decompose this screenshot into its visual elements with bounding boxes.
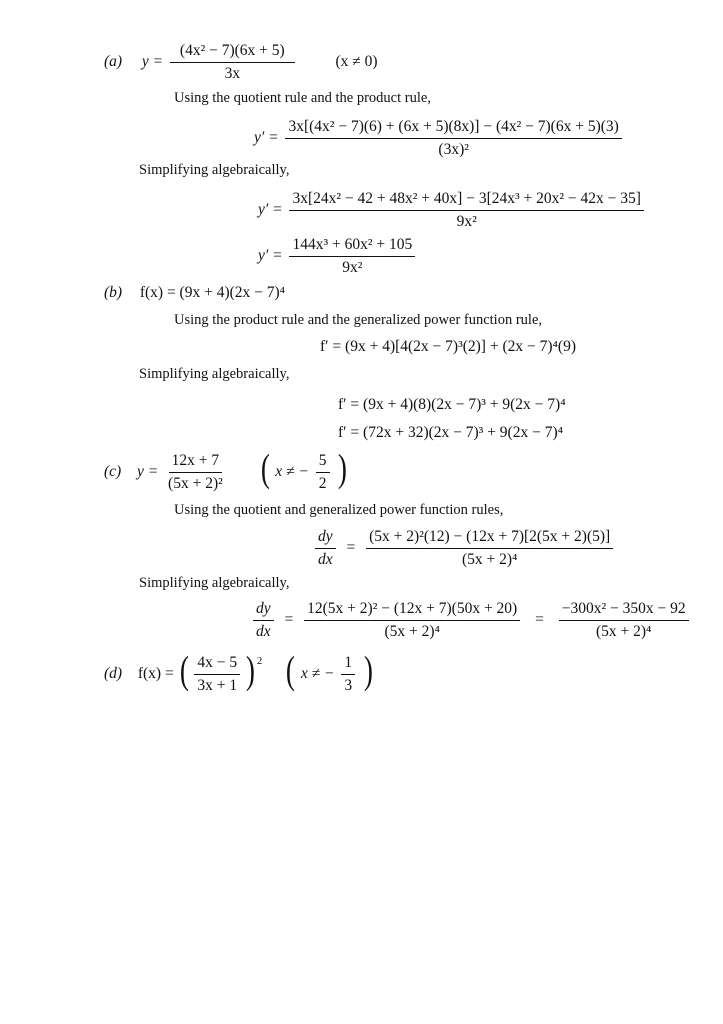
part-a-d3-fraction <box>289 236 415 277</box>
part-d-exponent: 2 <box>256 654 263 667</box>
part-a-d2-numerator: 3x[24x² − 42 + 48x² + 40x] − 3[24x³ + 20x² − 42x − 35] <box>289 190 643 211</box>
part-c-d1-dx: dx <box>318 550 333 568</box>
part-c-condition-lhs: x ≠ − <box>275 462 309 480</box>
part-a-denominator: 3x <box>224 64 241 82</box>
part-d-condition-numerator: 1 <box>341 654 355 675</box>
part-a-d2-denominator: 9x² <box>456 212 477 230</box>
part-b-text1: Using the product rule and the generalized power function rule, <box>174 312 543 328</box>
part-c-fraction <box>165 452 226 493</box>
part-a-derivative-1 <box>254 118 625 159</box>
part-c-text2: Simplifying algebraically, <box>139 575 290 591</box>
part-c-d1-fraction <box>366 528 613 569</box>
part-a-d1-numerator: 3x[(4x² − 7)(6) + (6x + 5)(8x)] − (4x² − 7)(6x + 5)(3) <box>285 118 621 139</box>
part-a-label: (a) <box>104 52 123 70</box>
part-a-text1: Using the quotient rule and the product rule, <box>174 90 431 106</box>
part-c-d1-equals: = <box>346 538 356 556</box>
part-c-derivative-1 <box>312 528 616 569</box>
part-c-d3-numerator: −300x² − 350x − 92 <box>559 600 689 621</box>
part-a-d2-lhs: y′ = <box>258 200 283 218</box>
part-a-lhs: y = <box>141 52 164 70</box>
part-c-numerator: 12x + 7 <box>169 452 223 473</box>
part-d-problem: (d) f(x) = ( $\frac{4x - 5}{3x + 1}$ ) $^2$ ( x ≠ − $\frac{1}{3}$ ) <box>104 648 373 694</box>
part-d-numerator: 4x − 5 <box>194 654 240 675</box>
part-c-d2-equals: = <box>284 610 294 628</box>
part-c-d3-denominator: (5x + 2)⁴ <box>595 622 652 640</box>
part-c-label: (c) <box>104 462 122 480</box>
part-d-denominator: 3x + 1 <box>197 676 238 694</box>
part-b-derivative-3: f′ = (72x + 32)(2x − 7)³ + 9(2x − 7)⁴ <box>338 424 564 441</box>
part-c-denominator: (5x + 2)² <box>168 474 223 492</box>
part-c-condition-fraction <box>316 452 330 493</box>
part-a-d3-numerator: 144x³ + 60x² + 105 <box>289 236 415 257</box>
part-d-label: (d) <box>104 664 123 682</box>
part-a-condition: (x ≠ 0) <box>335 52 378 70</box>
part-d-condition-fraction <box>341 654 355 695</box>
part-a-d3-lhs: y′ = <box>258 246 283 264</box>
part-c-d1-denominator: (5x + 2)⁴ <box>461 550 518 568</box>
part-d-condition-denominator: 3 <box>344 676 353 694</box>
part-a-d1-fraction <box>285 118 621 159</box>
part-d-condition-lhs: x ≠ − <box>300 664 335 682</box>
part-d-lhs: f(x) = <box>137 664 174 682</box>
part-a-d2-fraction <box>289 190 643 231</box>
part-c-d2-numerator: 12(5x + 2)² − (12x + 7)(50x + 20) <box>304 600 520 621</box>
part-c-d1-numerator: (5x + 2)²(12) − (12x + 7)[2(5x + 2)(5)] <box>366 528 613 549</box>
part-c-d2-dydx <box>253 600 274 641</box>
part-c-d2-dy: dy <box>253 600 274 621</box>
part-b-derivative-1: f′ = (9x + 4)[4(2x − 7)³(2)] + (2x − 7)⁴(9) <box>320 338 576 355</box>
part-c-text1: Using the quotient and generalized power function rules, <box>174 502 504 518</box>
part-c-condition-numerator: 5 <box>316 452 330 473</box>
part-a-problem <box>104 42 378 83</box>
part-a-fraction <box>170 42 295 83</box>
part-c-d1-dy: dy <box>315 528 336 549</box>
part-a-text2: Simplifying algebraically, <box>139 162 290 178</box>
part-c-d2-dx: dx <box>256 622 271 640</box>
part-b-label: (b) <box>104 284 123 301</box>
part-c-d1-dydx <box>315 528 336 569</box>
part-a-d3-denominator: 9x² <box>342 258 363 276</box>
part-c-problem: (c) y = $\frac{12x + 7}{\text{(5x + 2)²}}$ ( x ≠ − $\frac{5}{2}$ ) <box>104 446 348 492</box>
part-a-derivative-2 <box>258 190 647 231</box>
part-c-d3-fraction <box>559 600 689 641</box>
part-c-derivative-2 <box>250 600 692 641</box>
part-b-text2: Simplifying algebraically, <box>139 366 290 382</box>
part-a-numerator: (4x² − 7)(6x + 5) <box>170 42 295 63</box>
part-a-d1-denominator: (3x)² <box>438 140 469 158</box>
part-a-derivative-3 <box>258 236 418 277</box>
part-c-d2-denominator: (5x + 2)⁴ <box>384 622 440 640</box>
part-c-d2-fraction <box>304 600 520 641</box>
part-b-derivative-2: f′ = (9x + 4)(8)(2x − 7)³ + 9(2x − 7)⁴ <box>338 396 566 413</box>
part-b-problem <box>104 284 285 302</box>
part-d-fraction <box>194 654 240 695</box>
part-c-lhs: y = <box>136 462 159 480</box>
part-c-d3-equals: = <box>535 610 544 628</box>
part-b-expression: f(x) = (9x + 4)(2x − 7)⁴ <box>139 284 286 301</box>
part-c-condition-denominator: 2 <box>318 474 327 492</box>
part-a-d1-lhs: y′ = <box>254 128 279 146</box>
